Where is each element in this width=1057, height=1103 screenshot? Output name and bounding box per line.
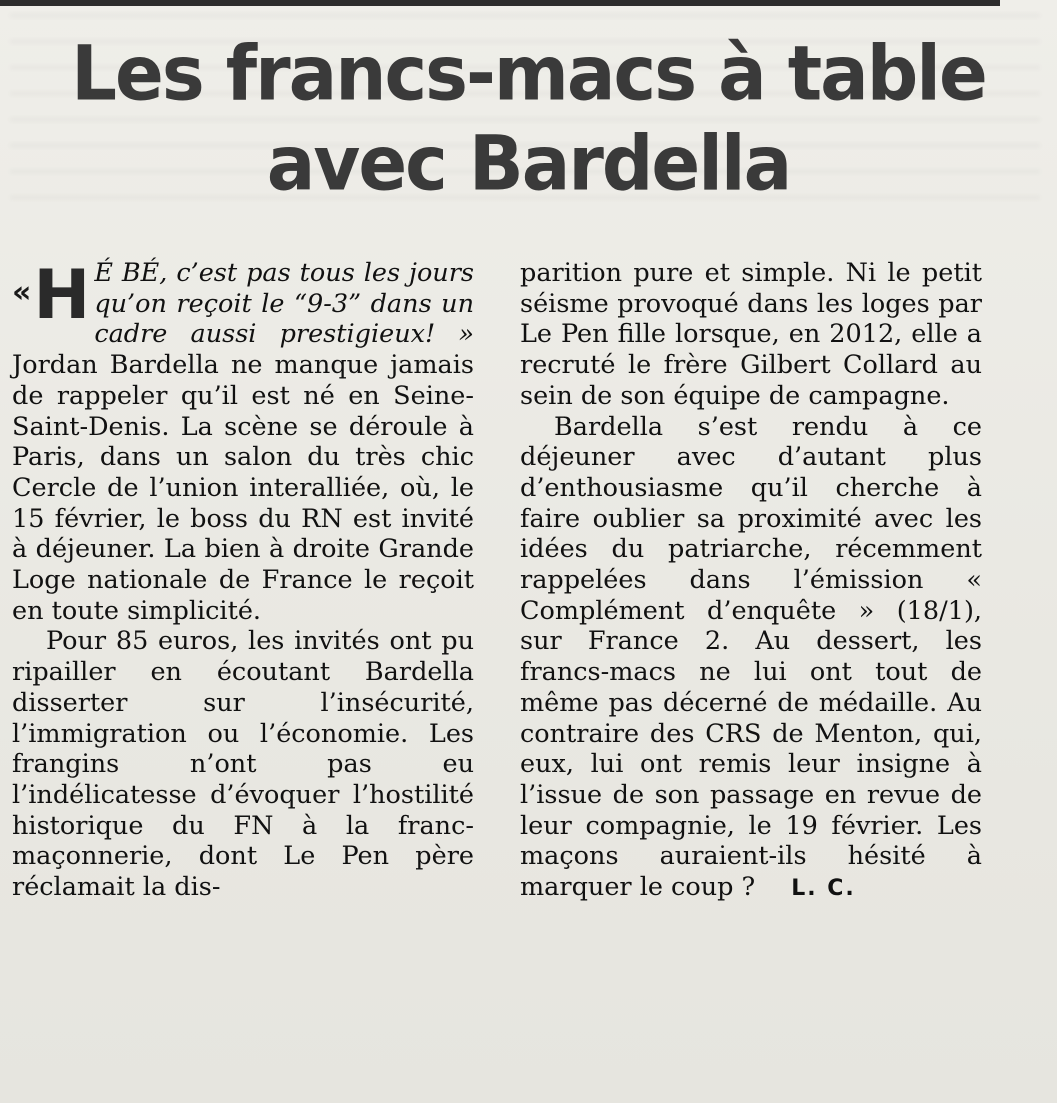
opening-guillemet: « [12, 274, 32, 310]
headline-line-2: avec Bardella [266, 119, 791, 208]
author-signature: L. C. [791, 876, 856, 902]
column-gutter [500, 262, 501, 1062]
drop-cap-block [12, 256, 94, 335]
paragraph-3-text: Bardella s’est rendu à ce déjeuner avec d’autant plus d’enthousiasme qu’il cherche à faire oublier sa proximité avec les idées du patriarche, récemment rappelées dans l’émission « Complément d’enquête » (18/1), sur France 2. Au dessert, les francs-macs ne lui ont tout de même pas décerné de médaille. Au contraire des CRS de Menton, qui, eux, lui ont remis leur insigne à l’issue de son passage en revue de leur compagnie, le 19 février. Les maçons auraient-ils hésité à marquer le coup ? [520, 411, 982, 903]
lead-paragraph-text: Jordan Bardella ne manque jamais de rappeler qu’il est né en Seine-Saint-Denis. La scène se déroule à Paris, dans un salon du très chic Cercle de l’union interalliée, où, le 15 février, le boss du RN est invité à déjeuner. La bien à droite Grande Loge nationale de France le reçoit en toute simplicité. [12, 350, 474, 626]
lead-quote: É BÉ, c’est pas tous les jours qu’on reçoit le “9-3” dans un cadre aussi prestigieux! » [94, 258, 474, 350]
headline-line-1: Les francs-macs à table [71, 29, 986, 118]
paragraph-2-end: parition pure et simple. Ni le petit séisme provoqué dans les loges par Le Pen fille lorsque, en 2012, elle a recruté le frère Gilbert Collard au sein de son équipe de campagne. [520, 258, 982, 411]
article-column-left [12, 258, 474, 903]
headline [0, 28, 1057, 209]
lead-paragraph [12, 258, 474, 626]
paragraph-2-start: Pour 85 euros, les invités ont pu ripailler en écoutant Bardella disserter sur l’insécurité, l’immigration ou l’économie. Les frangins n’ont pas eu l’indélicatesse d’évoquer l’hostilité historique du FN à la franc-maçonnerie, dont Le Pen père réclamait la dis- [12, 626, 474, 903]
paragraph-3 [520, 412, 982, 905]
article-column-right [520, 258, 982, 905]
drop-cap: H [33, 256, 91, 335]
top-rule [0, 0, 1000, 6]
